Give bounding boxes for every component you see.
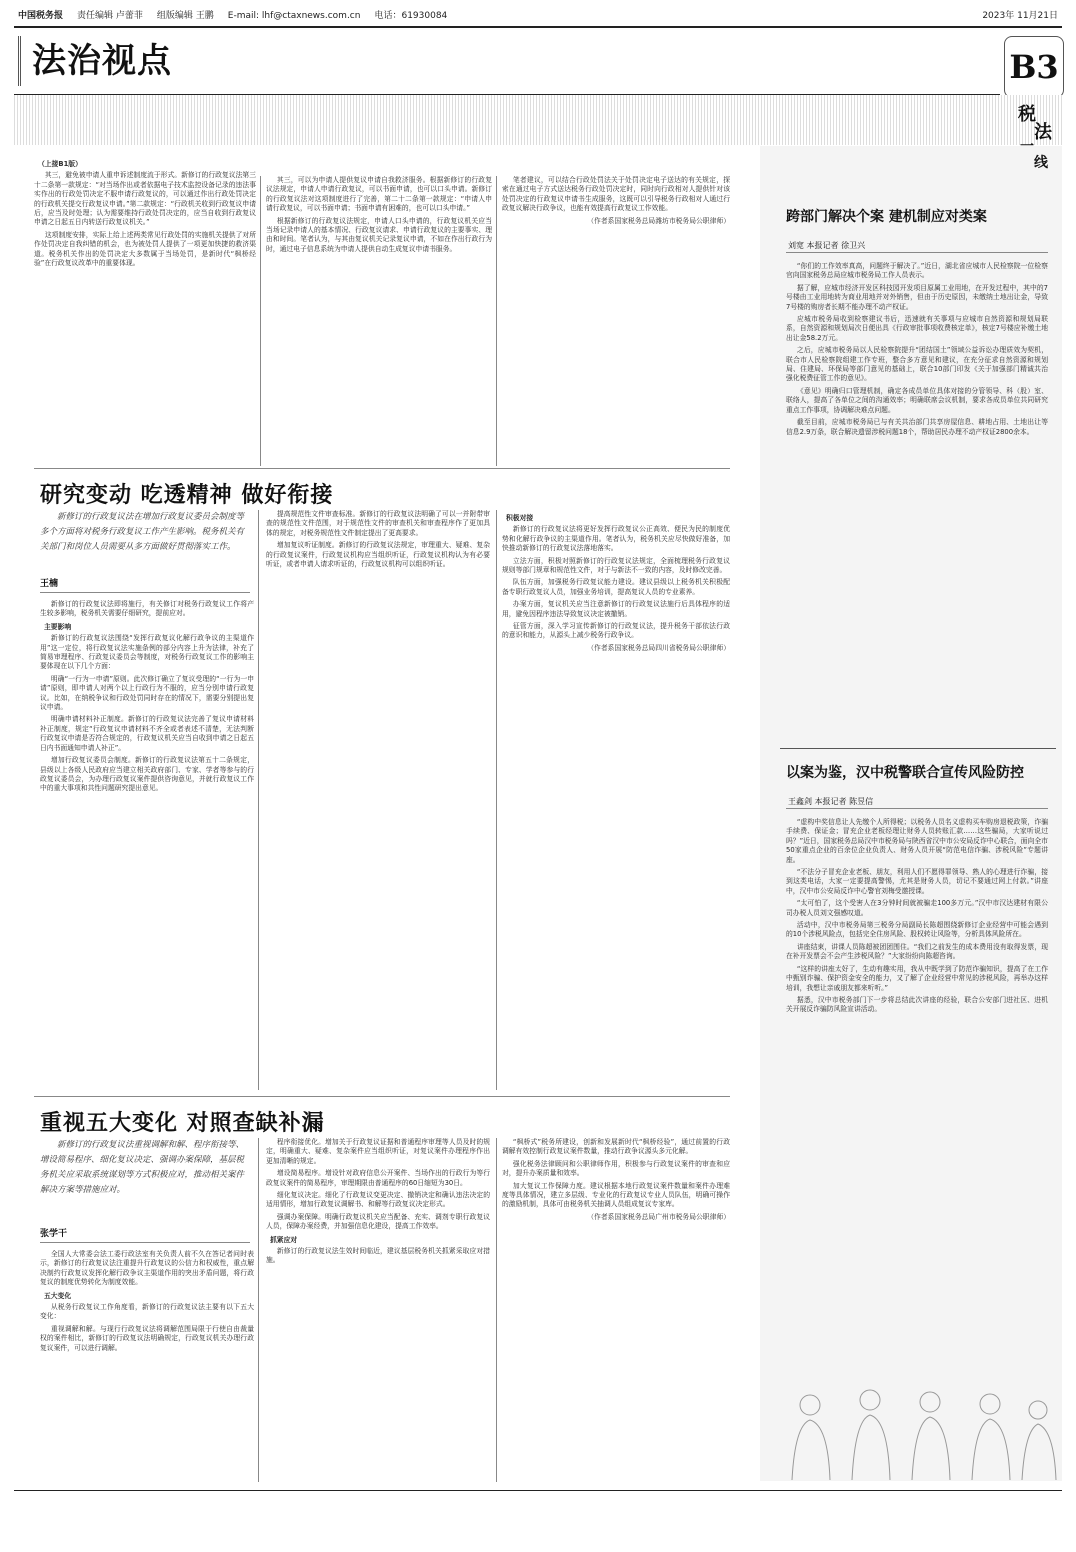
top-article-col1 xyxy=(34,156,256,456)
paragraph: 这项制度安排，实际上给上述两类常见行政处罚的实施机关提供了对所作处罚决定自我纠错的机会，也为被处罚人提供了一项更加快捷的救济渠道。税务机关作出的处罚决定大多数属于当场处罚，是新时代“枫桥经验”在行政复议改革中的重要体现。 xyxy=(34,230,256,268)
paragraph: 加大复议工作保障力度。建议根据本地行政复议案件数量和案件办理难度等具体情况，建立多层级、专业化的行政复议专业人员队伍，明确可操作的激励机制，具体可由税务机关抽调人员组成复议专家库。 xyxy=(502,1181,730,1209)
subhead: 抓紧应对 xyxy=(270,1235,298,1244)
paragraph: 据了解，应城市经济开发区科技园开发项目原属工业用地，在开发过程中，其中的7号楼由工业用地转为商业用地并对外销售，但由于历史原因，未缴纳土地出让金，导致7号楼的购房者长期不能办理不动产权证。 xyxy=(786,283,1048,311)
column-divider xyxy=(260,176,261,466)
people-illustration xyxy=(770,1380,1060,1480)
byline-rule xyxy=(786,252,1048,253)
paragraph: 新修订的行政复议法围绕“发挥行政复议化解行政争议的主渠道作用”这一定位，将行政复议法实施条例的部分内容上升为法律，补充了简易审理程序、行政复议委员会等制度，对税务行政复议工作的影响主要体现在以下几个方面： xyxy=(40,634,254,671)
sidebar-story2-byline: 王鑫剑 本报记者 陈昱信 xyxy=(788,797,874,806)
sidebar-story2-body xyxy=(786,818,1048,1378)
paragraph: 细化复议决定。细化了行政复议变更决定、撤销决定和确认违法决定的适用情形，增加行政复议调解书、和解等行政复议决定形式。 xyxy=(266,1191,490,1209)
top-article-col2 xyxy=(266,176,492,466)
paragraph: 之后，应城市税务局以人民检察院提升“团结国土”领域公益诉讼办理质效为契机，联合市人民检察院组建工作专班，整合多方意见和建议，在充分征求自然资源和规划局、住建局、环保局等部门意见的基础上，联合10部门印发《关于加强部门精诚共治 强化税费征管工作的意见》。 xyxy=(786,346,1048,383)
column-divider xyxy=(496,510,497,1090)
phone: 电话：61930084 xyxy=(374,11,448,21)
paper-name: 中国税务报 xyxy=(18,11,64,21)
paragraph: “枫桥式”税务所建设，创新和发展新时代“枫桥经验”，通过前置的行政调解有效控制行政复议案件数量，推动行政争议源头多元化解。 xyxy=(502,1138,730,1156)
masthead-bar xyxy=(18,6,1058,26)
footer-rule xyxy=(14,1490,1062,1491)
paragraph: 增加复议听证制度。新修订的行政复议法规定，审理重大、疑难、复杂的行政复议案件，行政复议机构应当组织听证，行政复议机构认为有必要听证，或者申请人请求听证的，行政复议机构可以组织听证。 xyxy=(266,541,490,569)
paragraph: 新修订的行政复议法将更好发挥行政复议公正高效、便民为民的制度优势和化解行政争议的主渠道作用。笔者认为，税务机关应尽快做好准备，加快推动新修订的行政复议法落地落实。 xyxy=(502,525,730,553)
article3-col3 xyxy=(502,1138,730,1482)
paragraph: 办案方面，复议机关应当注意新修订的行政复议法施行后具体程序的适用，避免因程序违法导致复议决定被撤销。 xyxy=(502,600,730,618)
paragraph: 新修订的行政复议法生效时间临近，建议基层税务机关抓紧采取应对措施。 xyxy=(266,1247,490,1265)
paragraph: 强调办案保障。明确行政复议机关应当配备、充实、调剂专职行政复议人员，保障办案经费，并加强信息化建设，提高工作效率。 xyxy=(266,1212,490,1231)
layout-credit: 组版编辑 王鹏 xyxy=(156,11,214,21)
continued-label: （上接B1版） xyxy=(38,160,82,168)
paragraph: 根据新修订的行政复议法规定，申请人口头申请的，行政复议机关应当当场记录申请人的基本情况、行政复议请求、申请行政复议的主要事实、理由和时间。笔者认为，与其由复议机关记录复议申请，不如在作出行政行为时，通过电子信息系统为申请人提供自动生成复议申请书服务。 xyxy=(266,216,492,253)
paragraph: 其三，可以为申请人提供复议申请自我救济服务。根据新修订的行政复议法规定，申请人申请行政复议，可以书面申请，也可以口头申请。新修订的行政复议法对这项制度进行了完善，第二十二条第一款规定：“申请人申请行政复议，可以书面申请；书面申请有困难的，也可以口头申请。” xyxy=(266,176,492,213)
article2-headline: 研究变动 吃透精神 做好衔接 xyxy=(40,482,334,508)
paragraph: “不法分子冒充企业老板、朋友，利用人们不愿得罪领导、熟人的心理进行诈骗，接到这类电话，大家一定要提高警惕，尤其是财务人员，切记不要通过网上付款。”讲座中，汉中市公安局反诈中心警官刘梅受邀授课。 xyxy=(786,868,1048,895)
column-divider xyxy=(258,1138,259,1482)
header-rule xyxy=(14,26,1062,28)
article3-col1 xyxy=(40,1250,254,1480)
top-article-col3 xyxy=(502,176,730,466)
author-credit: （作者系国家税务总局广州市税务局公职律师） xyxy=(587,1212,730,1221)
article2-col1 xyxy=(40,600,254,1086)
paragraph: 增加行政复议委员会制度。新修订的行政复议法第五十二条规定，县级以上各级人民政府应当建立相关政府部门、专家、学者等参与的行政复议委员会，为办理行政复议案件提供咨询意见，并就行政复议工作中的重大事项和共性问题研究提出意见。 xyxy=(40,756,254,793)
subhead: 五大变化 xyxy=(44,1291,72,1300)
article3-col2 xyxy=(266,1138,490,1482)
editor-credit: 责任编辑 卢蕾菲 xyxy=(77,11,143,21)
paragraph: “你们的工作效率真高，问题终于解决了。”近日，湖北省应城市人民检察院一位检察官向国家税务总局应城市税务局工作人员表示。 xyxy=(786,262,1048,280)
article2-author: 王楠 xyxy=(40,579,59,589)
paragraph: 增设简易程序。增设针对政府信息公开案件、当场作出的行政行为等行政复议案件的简易程序，审理期限由普通程序的60日缩短为30日。 xyxy=(266,1169,490,1187)
paragraph: “虚构中奖信息让人先缴个人所得税；以税务人员名义虚构买车购房退税政策，诈骗手续费、保证金；冒充企业老板经理让财务人员转账汇款……这些骗局，大家听说过吗？”近日，国家税务总局汉中市税务局与陕西省汉中市公安局反诈中心联合，面向全市50家重点企业的百余位企业负责人、财务人员开展“防范电信诈骗、涉税风险”专题讲座。 xyxy=(786,818,1048,864)
paragraph: 全国人大常委会法工委行政法室有关负责人前不久在答记者问时表示，新修订的行政复议法注重提升行政复议的公信力和权威性，重点解决制约行政复议发挥化解行政争议主渠道作用的突出矛盾问题，将行政复议的制度优势转化为制度效能。 xyxy=(40,1250,254,1287)
sidebar-story1-byline: 刘宽 本报记者 徐卫兴 xyxy=(788,241,866,250)
byline-rule xyxy=(40,1242,250,1243)
paragraph: 据悉，汉中市税务部门下一步将总结此次讲座的经验，联合公安部门进社区、进机关开展反诈骗防风险宣讲活动。 xyxy=(786,995,1048,1014)
page-number: B3 xyxy=(1004,36,1064,98)
paragraph: 应城市税务局收到检察建议书后，迅速就有关事项与应城市自然资源和规划局联系，自然资源和规划局次日便出具《行政审批事项收费核定单》，核定7号楼应补缴土地出让金58.2万元。 xyxy=(786,315,1048,342)
column-divider xyxy=(258,510,259,1090)
logo-char: 线 xyxy=(1034,155,1048,171)
subhead: 主要影响 xyxy=(44,622,72,631)
paragraph: 笔者建议，可以结合行政处罚法关于处罚决定电子送达的有关规定，探索在通过电子方式送达税务行政处罚决定时，同时向行政相对人提供针对该处罚决定的行政复议申请书生成服务，这既可以引导税务行政相对人通过行政复议解决行政争议，也能有效提高行政复议工作效能。 xyxy=(502,176,730,213)
paragraph: 征管方面，深入学习宣传新修订的行政复议法，提升税务干部依法行政的意识和能力，从源头上减少税务行政争议。 xyxy=(502,622,730,640)
paragraph: 程序衔接优化。增加关于行政复议证据和普通程序审理等人员及时的规定，明确重大、疑难、复杂案件应当组织听证，对复议案件办理程序作出更加清晰的规定。 xyxy=(266,1138,490,1165)
article3-headline: 重视五大变化 对照查缺补漏 xyxy=(40,1110,325,1136)
sidebar-story2-headline: 以案为鉴，汉中税警联合宣传风险防控 xyxy=(786,765,1024,781)
column-divider xyxy=(496,176,497,466)
column-logo xyxy=(1012,96,1062,176)
sidebar-story1-body xyxy=(786,262,1048,732)
issue-date: 2023年 11月21日 xyxy=(982,11,1058,21)
author-credit: （作者系国家税务总局潍坊市税务局公职律师） xyxy=(587,216,730,225)
article3-lead: 新修订的行政复议法重视调解和解、程序衔接等、增设简易程序、细化复议决定、强调办案保障，基层税务机关应采取系统谋划等方式积极应对，推动相关案件解决方案等措施应对。 xyxy=(40,1140,245,1195)
paragraph: 明确“一行为一申请”原则。此次修订确立了复议受理的“一行为一申请”原则，即申请人对两个以上行政行为不服的，应当分别申请行政复议。比如，在纳税争议和行政处罚同时存在的情况下，需要分别提出复议申请。 xyxy=(40,674,254,712)
article3-author: 张学干 xyxy=(40,1229,68,1239)
sidebar-divider xyxy=(780,748,1056,749)
paragraph: 讲座结束，讲课人员陈超被团团围住。“我们之前发生的成本费用没有取得发票，现在补开发票会不会产生涉税风险？”大家纷纷向陈超咨询。 xyxy=(786,942,1048,961)
sidebar-story1-headline: 跨部门解决个案 建机制应对类案 xyxy=(786,209,987,225)
paragraph: 活动中，汉中市税务局第三税务分局副局长陈超围绕新修订企业经营中可能会遇到的10个涉税风险点，包括完全住房风险、股权转让风险等，分析具体风险所在。 xyxy=(786,921,1048,939)
paragraph: 重视调解和解。与现行行政复议法将调解范围局限于行使自由裁量权的案件相比，新修订的行政复议法明确规定，行政复议机关办理行政复议案件，可以进行调解。 xyxy=(40,1324,254,1352)
paragraph: 提高规范性文件审查标准。新修订的行政复议法明确了可以一并附带审查的规范性文件范围，对于规范性文件的审查机关和审查程序作了更加具体的规定，对税务规范性文件制定提出了更高要求。 xyxy=(266,510,490,537)
paragraph: 从税务行政复议工作角度看，新修订的行政复议法主要有以下五大变化： xyxy=(40,1303,254,1321)
paragraph: 其三，避免被申请人重申诉述制度流于形式。新修订的行政复议法第三十二条第一款规定：“对当场作出或者依据电子技术监控设备记录的违法事实作出的行政处罚决定不服申请行政复议的，可以通过作出行政处罚决定的行政机关提交行政复议申请。”第二款规定：“行政机关收到行政复议申请后，应当及时处理；认为需要维持行政处罚决定的，应当自收到行政复议申请之日起五日内转送行政复议机关。” xyxy=(34,171,256,227)
logo-char: 一 xyxy=(1020,139,1034,155)
paragraph: 明确申请材料补正制度。新修订的行政复议法完善了复议申请材料补正制度，规定“行政复议申请材料不齐全或者表述不清楚，无法判断行政复议申请是否符合规定的，行政复议机关应当自收到申请之日起五日内书面通知申请人补正”。 xyxy=(40,715,254,752)
logo-char: 税 xyxy=(1018,104,1036,125)
article2-col2 xyxy=(266,510,490,1090)
paragraph: 强化税务法律顾问和公职律师作用，积极参与行政复议案件的审查和应对，提升办案质量和效率。 xyxy=(502,1159,730,1178)
decorative-stripe xyxy=(14,95,1062,145)
paragraph: 新修订的行政复议法即将施行，有关修订对税务行政复议工作将产生较多影响，税务机关需要仔细研究，提前应对。 xyxy=(40,600,254,618)
section-divider xyxy=(34,468,730,469)
section-title: 法治视点 xyxy=(14,30,204,92)
paragraph: 《意见》明确归口管理机制，确定各成员单位具体对接的分管领导、科（股）室、联络人，提高了各单位之间的沟通效率；明确联席会议机制，要求各成员单位共同研究重点工作事项，协调解决难点问题。 xyxy=(786,386,1048,414)
paragraph: “这样的讲座太好了，生动有趣实用，我从中既学到了防范诈骗知识，提高了在工作中甄别诈骗、保护资金安全的能力，又了解了企业经营中常见的涉税风险，再举办这样培训，我想让亲戚朋友都来听听。” xyxy=(786,964,1048,992)
subhead: 积极对接 xyxy=(506,514,534,522)
byline-rule xyxy=(40,592,250,593)
logo-char: 法 xyxy=(1034,122,1052,143)
byline-rule xyxy=(786,808,1048,809)
article2-lead: 新修订的行政复议法在增加行政复议委员会制度等多个方面将对税务行政复议工作产生影响。税务机关有关部门和岗位人员需要从多方面做好贯彻落实工作。 xyxy=(40,512,245,552)
paragraph: “太可怕了，这个受害人在3分钟时间就被骗走100多万元。”汉中市汉达建材有限公司办税人员刘文强感叹道。 xyxy=(786,899,1048,917)
section-divider xyxy=(34,1096,730,1097)
paragraph: 截至目前，应城市税务局已与有关共治部门共享房屋信息、耕地占用、土地出让等信息2.9万条，联合解决遗留涉税问题18个，帮助居民办理不动产权证2800余本。 xyxy=(786,418,1048,436)
email: E-mail: lhf@ctaxnews.com.cn xyxy=(227,11,361,21)
column-divider xyxy=(496,1138,497,1482)
author-credit: （作者系国家税务总局四川省税务局公职律师） xyxy=(587,643,730,652)
paragraph: 立法方面，积极对照新修订的行政复议法规定，全面梳理税务行政复议规则等部门规章和规范性文件，对于与新法不一致的内容，及时修改完善。 xyxy=(502,556,730,575)
article2-col3 xyxy=(502,510,730,1090)
paragraph: 队伍方面，加强税务行政复议能力建设。建议县级以上税务机关积极配备专职行政复议人员，加强业务培训，提高复议人员的专业素养。 xyxy=(502,578,730,596)
